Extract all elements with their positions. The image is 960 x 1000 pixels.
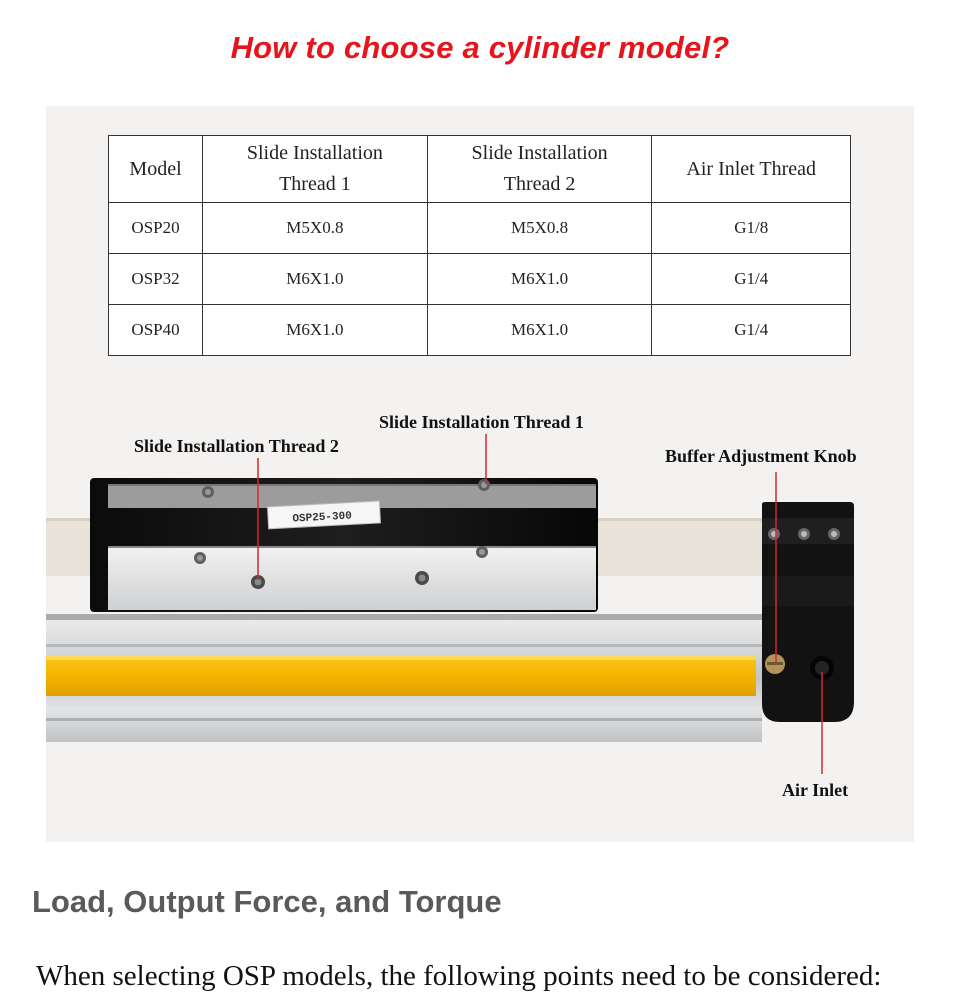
table-cell: G1/4 xyxy=(652,305,851,356)
slide-marking: OSP25-300 xyxy=(292,510,353,526)
label-thread-1: Slide Installation Thread 1 xyxy=(379,412,584,432)
header-air-inlet: Air Inlet Thread xyxy=(652,136,851,203)
table-cell: M6X1.0 xyxy=(203,254,428,305)
table-row xyxy=(109,305,851,356)
table-cell: OSP40 xyxy=(109,305,203,356)
header-model: Model xyxy=(109,136,203,203)
table-cell: M6X1.0 xyxy=(427,305,652,356)
page-title: How to choose a cylinder model? xyxy=(230,30,730,65)
table-row xyxy=(109,254,851,305)
table-cell: OSP32 xyxy=(109,254,203,305)
table-cell: M6X1.0 xyxy=(203,305,428,356)
table-cell: M6X1.0 xyxy=(427,254,652,305)
label-air-inlet: Air Inlet xyxy=(782,780,849,800)
slide-carriage xyxy=(90,478,598,612)
label-thread-2: Slide Installation Thread 2 xyxy=(134,436,339,456)
table-cell: G1/4 xyxy=(652,254,851,305)
yellow-strip xyxy=(46,656,756,696)
table-cell: G1/8 xyxy=(652,203,851,254)
spec-table xyxy=(108,135,851,356)
header-thread-1: Slide Installation Thread 1 xyxy=(203,136,428,203)
section-body: When selecting OSP models, the following points need to be considered: xyxy=(36,960,882,992)
table-cell: M5X0.8 xyxy=(427,203,652,254)
table-cell: M5X0.8 xyxy=(203,203,428,254)
table-cell: OSP20 xyxy=(109,203,203,254)
section-heading: Load, Output Force, and Torque xyxy=(32,884,502,919)
product-panel xyxy=(46,106,914,842)
table-row xyxy=(109,203,851,254)
table-header-row xyxy=(109,136,851,203)
label-buffer-knob: Buffer Adjustment Knob xyxy=(665,446,857,466)
header-thread-2: Slide Installation Thread 2 xyxy=(427,136,652,203)
